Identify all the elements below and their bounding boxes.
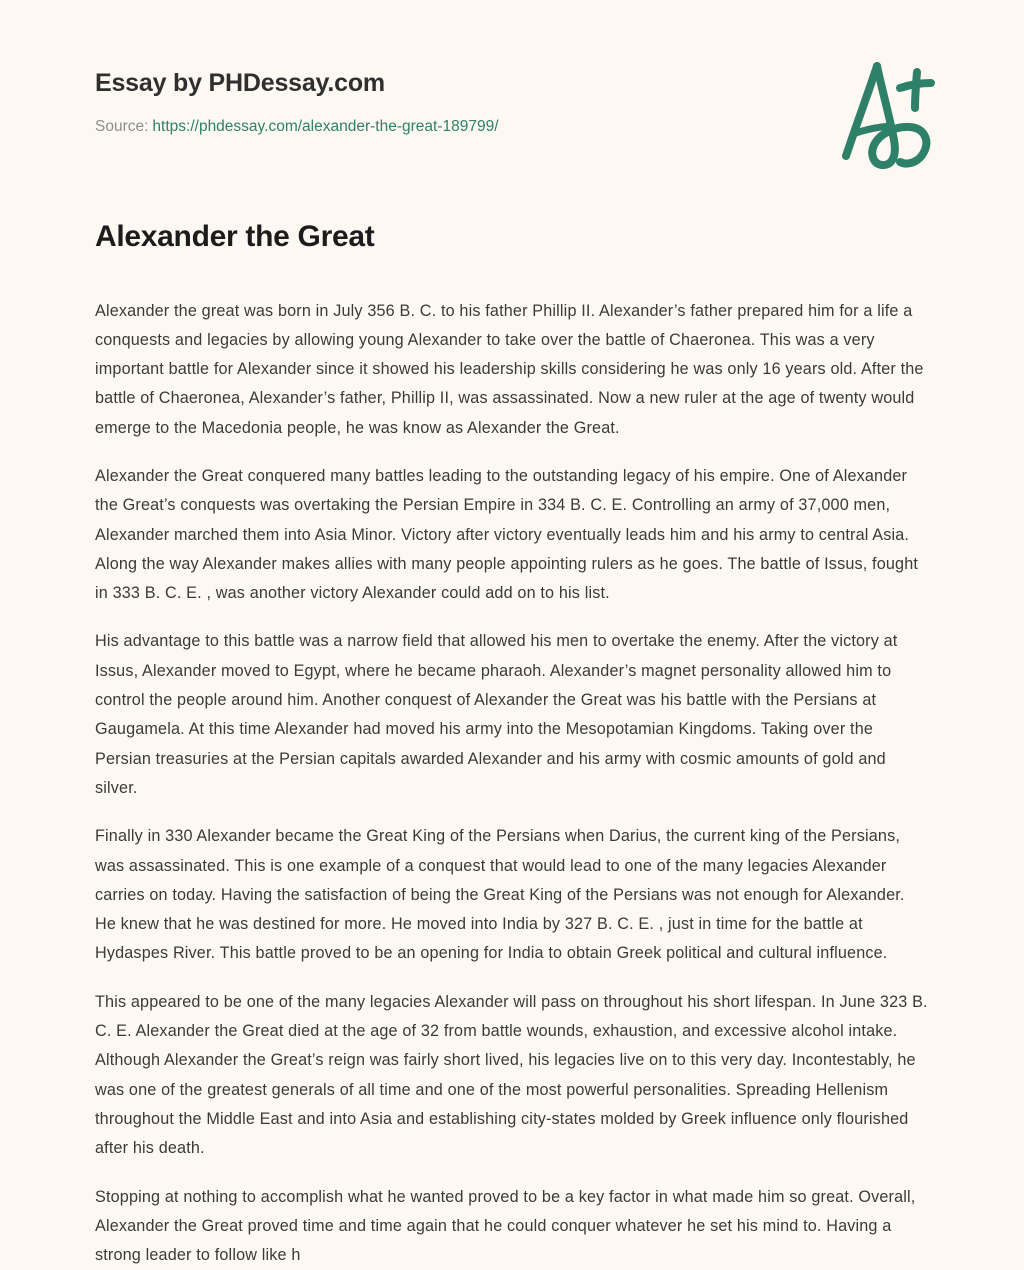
source-url-link[interactable]: https://phdessay.com/alexander-the-great-189799/ [152,118,498,135]
brand-title: Essay by PHDessay.com [95,68,775,98]
article-paragraph: Alexander the Great conquered many battles leading to the outstanding legacy of his empire. One of Alexander the Great’s conquests was overtaking the Persian Empire in 334 B. C. E. Controlling an army of 37,000 men, Alexander marched them into Asia Minor. Victory after victory eventually leads him and his army to central Asia. Along the way Alexander makes allies with many people appointing rulers as he goes. The battle of Issus, fought in 333 B. C. E. , was another victory Alexander could add on to his list. [95,462,929,608]
aplus-logo-svg [820,48,950,178]
page-header [0,0,1024,200]
article-paragraph: Stopping at nothing to accomplish what he wanted proved to be a key factor in what made him so great. Overall, Alexander the Great proved time and time again that he could conquer whatever he set his mind to. Having a strong leader to follow like h [95,1183,929,1270]
aplus-logo-icon [820,48,950,178]
page-title: Alexander the Great [95,218,929,256]
article-body [95,297,929,1270]
source-label: Source: [95,118,148,135]
article-paragraph: Finally in 330 Alexander became the Great King of the Persians when Darius, the current king of the Persians, was assassinated. This is one example of a conquest that would lead to one of the many legacies Alexander carries on today. Having the satisfaction of being the Great King of the Persians was not enough for Alexander. He knew that he was destined for more. He moved into India by 327 B. C. E. , just in time for the battle at Hydaspes River. This battle proved to be an opening for India to obtain Greek political and cultural influence. [95,822,929,968]
article-paragraph: Alexander the great was born in July 356 B. C. to his father Phillip II. Alexander’s father prepared him for a life a conquests and legacies by allowing young Alexander to take over the battle of Chaeronea. This was a very important battle for Alexander since it showed his leadership skills considering he was only 16 years old. After the battle of Chaeronea, Alexander’s father, Phillip II, was assassinated. Now a new ruler at the age of twenty would emerge to the Macedonia people, he was know as Alexander the Great. [95,297,929,443]
article-paragraph: His advantage to this battle was a narrow field that allowed his men to overtake the enemy. After the victory at Issus, Alexander moved to Egypt, where he became pharaoh. Alexander’s magnet personality allowed him to control the people around him. Another conquest of Alexander the Great was his battle with the Persians at Gaugamela. At this time Alexander had moved his army into the Mesopotamian Kingdoms. Taking over the Persian treasuries at the Persian capitals awarded Alexander and his army with cosmic amounts of gold and silver. [95,627,929,803]
brand-block [95,68,775,137]
article [95,218,929,1270]
source-line [95,117,775,137]
article-paragraph: This appeared to be one of the many legacies Alexander will pass on throughout his short lifespan. In June 323 B. C. E. Alexander the Great died at the age of 32 from battle wounds, exhaustion, and excessive alcohol intake. Although Alexander the Great’s reign was fairly short lived, his legacies live on to this very day. Incontestably, he was one of the greatest generals of all time and one of the most powerful personalities. Spreading Hellenism throughout the Middle East and into Asia and establishing city-states molded by Greek influence only flourished after his death. [95,988,929,1164]
